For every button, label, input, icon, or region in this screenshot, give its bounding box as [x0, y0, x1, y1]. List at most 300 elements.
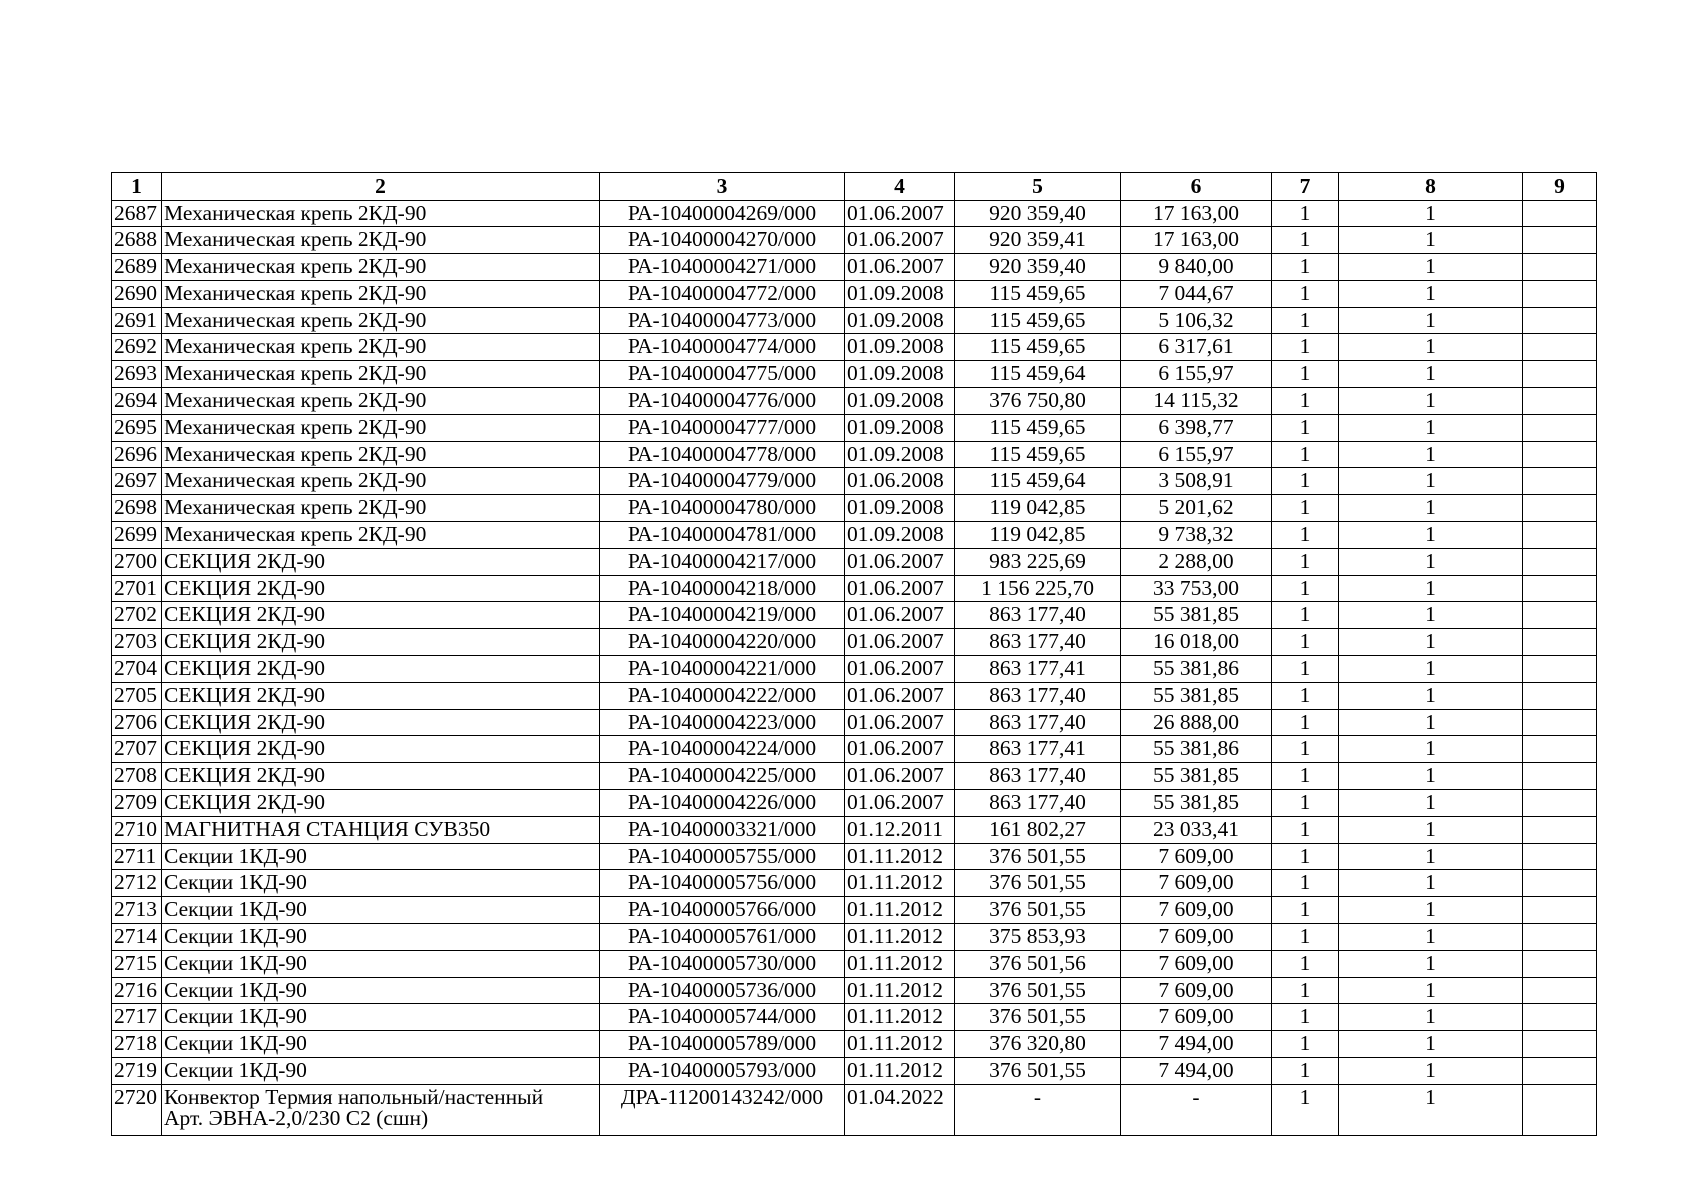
item-name-cell — [162, 1031, 600, 1058]
initial-value-cell: 376 750,80 — [955, 388, 1121, 415]
table-row — [112, 307, 1597, 334]
initial-value-cell: 863 177,41 — [955, 656, 1121, 683]
note-cell — [1523, 388, 1597, 415]
note-cell — [1523, 575, 1597, 602]
initial-value-cell: 863 177,40 — [955, 602, 1121, 629]
inventory-code-cell: РА-10400004220/000 — [600, 629, 845, 656]
column-header: 7 — [1272, 173, 1339, 201]
residual-value-cell: 6 317,61 — [1121, 334, 1272, 361]
item-name-cell — [162, 414, 600, 441]
quantity-cell: 1 — [1272, 709, 1339, 736]
residual-value-cell: 7 609,00 — [1121, 843, 1272, 870]
initial-value-cell: 983 225,69 — [955, 548, 1121, 575]
item-name-line: СЕКЦИЯ 2КД-90 — [164, 790, 325, 815]
note-cell — [1523, 1031, 1597, 1058]
date-cell: 01.09.2008 — [845, 334, 955, 361]
table-row — [112, 1084, 1597, 1135]
table-row — [112, 280, 1597, 307]
quantity-cell: 1 — [1339, 816, 1523, 843]
residual-value-cell: 55 381,86 — [1121, 656, 1272, 683]
initial-value-cell: 115 459,64 — [955, 361, 1121, 388]
item-name-cell — [162, 709, 600, 736]
initial-value-cell: 920 359,41 — [955, 227, 1121, 254]
item-name-cell — [162, 468, 600, 495]
item-name-line: Секции 1КД-90 — [164, 897, 307, 922]
initial-value-cell: 863 177,40 — [955, 763, 1121, 790]
residual-value-cell: 23 033,41 — [1121, 816, 1272, 843]
date-cell: 01.09.2008 — [845, 280, 955, 307]
quantity-cell: 1 — [1272, 1031, 1339, 1058]
item-name-line: Механическая крепь 2КД-90 — [164, 361, 427, 386]
inventory-code-cell: РА-10400005744/000 — [600, 1004, 845, 1031]
item-name-line: Механическая крепь 2КД-90 — [164, 522, 427, 547]
table-row — [112, 522, 1597, 549]
residual-value-cell: 7 609,00 — [1121, 924, 1272, 951]
item-name-line: Механическая крепь 2КД-90 — [164, 388, 427, 413]
date-cell: 01.06.2007 — [845, 709, 955, 736]
quantity-cell: 1 — [1339, 682, 1523, 709]
table-row — [112, 870, 1597, 897]
item-name-cell — [162, 522, 600, 549]
residual-value-cell: 9 840,00 — [1121, 254, 1272, 281]
date-cell: 01.06.2007 — [845, 763, 955, 790]
inventory-code-cell: РА-10400004780/000 — [600, 495, 845, 522]
quantity-cell: 1 — [1272, 307, 1339, 334]
residual-value-cell: 7 494,00 — [1121, 1058, 1272, 1085]
row-number-cell: 2696 — [112, 441, 162, 468]
quantity-cell: 1 — [1272, 602, 1339, 629]
inventory-code-cell: РА-10400005755/000 — [600, 843, 845, 870]
date-cell: 01.09.2008 — [845, 388, 955, 415]
table-row — [112, 200, 1597, 227]
residual-value-cell: 6 398,77 — [1121, 414, 1272, 441]
quantity-cell: 1 — [1339, 1031, 1523, 1058]
table-row — [112, 816, 1597, 843]
row-number-cell: 2719 — [112, 1058, 162, 1085]
initial-value-cell: 376 320,80 — [955, 1031, 1121, 1058]
table-row — [112, 602, 1597, 629]
item-name-line: Секции 1КД-90 — [164, 870, 307, 895]
item-name-cell — [162, 897, 600, 924]
date-cell: 01.11.2012 — [845, 977, 955, 1004]
initial-value-cell: 376 501,55 — [955, 977, 1121, 1004]
date-cell: 01.11.2012 — [845, 1004, 955, 1031]
quantity-cell: 1 — [1339, 924, 1523, 951]
table-row — [112, 388, 1597, 415]
residual-value-cell: 7 494,00 — [1121, 1031, 1272, 1058]
note-cell — [1523, 897, 1597, 924]
quantity-cell: 1 — [1339, 602, 1523, 629]
quantity-cell: 1 — [1272, 522, 1339, 549]
column-header: 6 — [1121, 173, 1272, 201]
initial-value-cell: 863 177,40 — [955, 682, 1121, 709]
initial-value-cell: 376 501,55 — [955, 843, 1121, 870]
row-number-cell: 2700 — [112, 548, 162, 575]
item-name-line: Механическая крепь 2КД-90 — [164, 468, 427, 493]
residual-value-cell: 7 609,00 — [1121, 950, 1272, 977]
date-cell: 01.09.2008 — [845, 495, 955, 522]
note-cell — [1523, 843, 1597, 870]
quantity-cell: 1 — [1272, 361, 1339, 388]
row-number-cell: 2713 — [112, 897, 162, 924]
date-cell: 01.06.2007 — [845, 790, 955, 817]
residual-value-cell: 17 163,00 — [1121, 200, 1272, 227]
row-number-cell: 2717 — [112, 1004, 162, 1031]
quantity-cell: 1 — [1272, 1004, 1339, 1031]
quantity-cell: 1 — [1272, 870, 1339, 897]
initial-value-cell: 115 459,65 — [955, 441, 1121, 468]
initial-value-cell: 115 459,65 — [955, 280, 1121, 307]
initial-value-cell: 863 177,40 — [955, 790, 1121, 817]
quantity-cell: 1 — [1272, 548, 1339, 575]
row-number-cell: 2695 — [112, 414, 162, 441]
row-number-cell: 2711 — [112, 843, 162, 870]
item-name-cell — [162, 656, 600, 683]
date-cell: 01.09.2008 — [845, 307, 955, 334]
row-number-cell: 2710 — [112, 816, 162, 843]
date-cell: 01.06.2007 — [845, 736, 955, 763]
item-name-line: СЕКЦИЯ 2КД-90 — [164, 763, 325, 788]
initial-value-cell: 376 501,55 — [955, 1004, 1121, 1031]
row-number-cell: 2688 — [112, 227, 162, 254]
residual-value-cell: 7 609,00 — [1121, 1004, 1272, 1031]
table-row — [112, 736, 1597, 763]
item-name-cell — [162, 1058, 600, 1085]
note-cell — [1523, 522, 1597, 549]
note-cell — [1523, 548, 1597, 575]
quantity-cell: 1 — [1339, 334, 1523, 361]
quantity-cell: 1 — [1272, 1058, 1339, 1085]
quantity-cell: 1 — [1272, 950, 1339, 977]
initial-value-cell: 863 177,41 — [955, 736, 1121, 763]
note-cell — [1523, 414, 1597, 441]
inventory-code-cell: РА-10400004269/000 — [600, 200, 845, 227]
inventory-code-cell: РА-10400004271/000 — [600, 254, 845, 281]
initial-value-cell: 115 459,65 — [955, 414, 1121, 441]
note-cell — [1523, 1004, 1597, 1031]
item-name-line: СЕКЦИЯ 2КД-90 — [164, 656, 325, 681]
note-cell — [1523, 334, 1597, 361]
note-cell — [1523, 709, 1597, 736]
column-header: 1 — [112, 173, 162, 201]
item-name-cell — [162, 388, 600, 415]
date-cell: 01.06.2007 — [845, 575, 955, 602]
table-row — [112, 897, 1597, 924]
row-number-cell: 2703 — [112, 629, 162, 656]
quantity-cell: 1 — [1339, 307, 1523, 334]
table-row — [112, 495, 1597, 522]
item-name-cell — [162, 950, 600, 977]
quantity-cell: 1 — [1339, 870, 1523, 897]
row-number-cell: 2689 — [112, 254, 162, 281]
quantity-cell: 1 — [1272, 441, 1339, 468]
quantity-cell: 1 — [1272, 736, 1339, 763]
initial-value-cell: 920 359,40 — [955, 254, 1121, 281]
inventory-code-cell: РА-10400005736/000 — [600, 977, 845, 1004]
table-row — [112, 468, 1597, 495]
quantity-cell: 1 — [1339, 763, 1523, 790]
row-number-cell: 2690 — [112, 280, 162, 307]
quantity-cell: 1 — [1339, 548, 1523, 575]
inventory-code-cell: РА-10400004775/000 — [600, 361, 845, 388]
table-row — [112, 950, 1597, 977]
item-name-cell — [162, 843, 600, 870]
row-number-cell: 2720 — [112, 1084, 162, 1135]
item-name-line: МАГНИТНАЯ СТАНЦИЯ СУВ350 — [164, 816, 491, 841]
table-row — [112, 682, 1597, 709]
quantity-cell: 1 — [1339, 1084, 1523, 1135]
residual-value-cell: 55 381,86 — [1121, 736, 1272, 763]
quantity-cell: 1 — [1272, 227, 1339, 254]
table-row — [112, 1058, 1597, 1085]
note-cell — [1523, 495, 1597, 522]
item-name-cell — [162, 361, 600, 388]
inventory-code-cell: РА-10400004773/000 — [600, 307, 845, 334]
initial-value-cell: 863 177,40 — [955, 629, 1121, 656]
residual-value-cell: 55 381,85 — [1121, 682, 1272, 709]
residual-value-cell: 33 753,00 — [1121, 575, 1272, 602]
date-cell: 01.11.2012 — [845, 1031, 955, 1058]
row-number-cell: 2698 — [112, 495, 162, 522]
date-cell: 01.12.2011 — [845, 816, 955, 843]
item-name-line: Секции 1КД-90 — [164, 1031, 307, 1056]
item-name-line: Механическая крепь 2КД-90 — [164, 227, 427, 252]
quantity-cell: 1 — [1339, 254, 1523, 281]
inventory-code-cell: РА-10400004777/000 — [600, 414, 845, 441]
inventory-code-cell: РА-10400004779/000 — [600, 468, 845, 495]
quantity-cell: 1 — [1339, 495, 1523, 522]
inventory-code-cell: РА-10400004223/000 — [600, 709, 845, 736]
item-name-cell — [162, 548, 600, 575]
item-name-cell — [162, 977, 600, 1004]
quantity-cell: 1 — [1272, 763, 1339, 790]
row-number-cell: 2693 — [112, 361, 162, 388]
initial-value-cell: 115 459,65 — [955, 334, 1121, 361]
table-row — [112, 414, 1597, 441]
quantity-cell: 1 — [1272, 468, 1339, 495]
quantity-cell: 1 — [1339, 736, 1523, 763]
item-name-line: СЕКЦИЯ 2КД-90 — [164, 575, 325, 600]
quantity-cell: 1 — [1339, 656, 1523, 683]
table-row — [112, 548, 1597, 575]
residual-value-cell: 7 609,00 — [1121, 897, 1272, 924]
header-row — [112, 173, 1597, 201]
residual-value-cell: 16 018,00 — [1121, 629, 1272, 656]
quantity-cell: 1 — [1339, 361, 1523, 388]
quantity-cell: 1 — [1272, 254, 1339, 281]
item-name-line: Арт. ЭВНА-2,0/230 С2 (сшн) — [164, 1106, 429, 1131]
date-cell: 01.09.2008 — [845, 441, 955, 468]
inventory-code-cell: РА-10400004222/000 — [600, 682, 845, 709]
inventory-code-cell: РА-10400004772/000 — [600, 280, 845, 307]
column-header: 5 — [955, 173, 1121, 201]
row-number-cell: 2718 — [112, 1031, 162, 1058]
row-number-cell: 2715 — [112, 950, 162, 977]
row-number-cell: 2697 — [112, 468, 162, 495]
note-cell — [1523, 1084, 1597, 1135]
document-page — [111, 172, 1597, 1136]
note-cell — [1523, 629, 1597, 656]
date-cell: 01.06.2007 — [845, 254, 955, 281]
column-header: 2 — [162, 173, 600, 201]
inventory-code-cell: РА-10400004226/000 — [600, 790, 845, 817]
item-name-line: Механическая крепь 2КД-90 — [164, 280, 427, 305]
quantity-cell: 1 — [1272, 843, 1339, 870]
item-name-line: Секции 1КД-90 — [164, 977, 307, 1002]
quantity-cell: 1 — [1272, 388, 1339, 415]
item-name-line: Секции 1КД-90 — [164, 1058, 307, 1082]
initial-value-cell: 376 501,55 — [955, 870, 1121, 897]
item-name-cell — [162, 334, 600, 361]
row-number-cell: 2708 — [112, 763, 162, 790]
initial-value-cell: 376 501,55 — [955, 1058, 1121, 1085]
quantity-cell: 1 — [1339, 414, 1523, 441]
note-cell — [1523, 200, 1597, 227]
inventory-code-cell: РА-10400004776/000 — [600, 388, 845, 415]
item-name-cell — [162, 307, 600, 334]
item-name-line: Механическая крепь 2КД-90 — [164, 495, 427, 520]
quantity-cell: 1 — [1339, 280, 1523, 307]
quantity-cell: 1 — [1272, 897, 1339, 924]
inventory-code-cell: РА-10400004224/000 — [600, 736, 845, 763]
residual-value-cell: 55 381,85 — [1121, 763, 1272, 790]
initial-value-cell: 920 359,40 — [955, 200, 1121, 227]
inventory-code-cell: РА-10400005789/000 — [600, 1031, 845, 1058]
date-cell: 01.11.2012 — [845, 870, 955, 897]
note-cell — [1523, 1058, 1597, 1085]
item-name-cell — [162, 575, 600, 602]
quantity-cell: 1 — [1272, 682, 1339, 709]
table-row — [112, 790, 1597, 817]
item-name-line: Секции 1КД-90 — [164, 950, 307, 975]
row-number-cell: 2705 — [112, 682, 162, 709]
row-number-cell: 2687 — [112, 200, 162, 227]
date-cell: 01.09.2008 — [845, 414, 955, 441]
item-name-cell — [162, 1004, 600, 1031]
date-cell: 01.09.2008 — [845, 361, 955, 388]
item-name-line: Механическая крепь 2КД-90 — [164, 441, 427, 466]
table-row — [112, 1004, 1597, 1031]
table-row — [112, 763, 1597, 790]
residual-value-cell: 7 609,00 — [1121, 977, 1272, 1004]
note-cell — [1523, 977, 1597, 1004]
quantity-cell: 1 — [1272, 816, 1339, 843]
residual-value-cell: 5 106,32 — [1121, 307, 1272, 334]
table-row — [112, 1031, 1597, 1058]
inventory-code-cell: РА-10400004225/000 — [600, 763, 845, 790]
row-number-cell: 2707 — [112, 736, 162, 763]
date-cell: 01.06.2007 — [845, 629, 955, 656]
row-number-cell: 2712 — [112, 870, 162, 897]
residual-value-cell: - — [1121, 1084, 1272, 1135]
residual-value-cell: 6 155,97 — [1121, 361, 1272, 388]
inventory-code-cell: РА-10400004774/000 — [600, 334, 845, 361]
date-cell: 01.06.2007 — [845, 602, 955, 629]
table-row — [112, 656, 1597, 683]
item-name-line: СЕКЦИЯ 2КД-90 — [164, 709, 325, 734]
date-cell: 01.06.2007 — [845, 548, 955, 575]
quantity-cell: 1 — [1339, 388, 1523, 415]
item-name-line: Механическая крепь 2КД-90 — [164, 414, 427, 439]
row-number-cell: 2709 — [112, 790, 162, 817]
quantity-cell: 1 — [1339, 522, 1523, 549]
note-cell — [1523, 602, 1597, 629]
item-name-cell — [162, 870, 600, 897]
date-cell: 01.06.2008 — [845, 468, 955, 495]
note-cell — [1523, 870, 1597, 897]
initial-value-cell: 119 042,85 — [955, 522, 1121, 549]
initial-value-cell: 1 156 225,70 — [955, 575, 1121, 602]
date-cell: 01.06.2007 — [845, 227, 955, 254]
table-row — [112, 843, 1597, 870]
note-cell — [1523, 468, 1597, 495]
note-cell — [1523, 254, 1597, 281]
item-name-line: Секции 1КД-90 — [164, 843, 307, 868]
inventory-code-cell: РА-10400004270/000 — [600, 227, 845, 254]
residual-value-cell: 2 288,00 — [1121, 548, 1272, 575]
inventory-code-cell: РА-10400003321/000 — [600, 816, 845, 843]
quantity-cell: 1 — [1339, 1058, 1523, 1085]
column-header: 9 — [1523, 173, 1597, 201]
date-cell: 01.09.2008 — [845, 522, 955, 549]
quantity-cell: 1 — [1339, 200, 1523, 227]
initial-value-cell: 863 177,40 — [955, 709, 1121, 736]
quantity-cell: 1 — [1339, 468, 1523, 495]
note-cell — [1523, 763, 1597, 790]
item-name-cell — [162, 254, 600, 281]
date-cell: 01.11.2012 — [845, 897, 955, 924]
date-cell: 01.06.2007 — [845, 656, 955, 683]
quantity-cell: 1 — [1339, 629, 1523, 656]
item-name-line: СЕКЦИЯ 2КД-90 — [164, 548, 325, 573]
item-name-line: Механическая крепь 2КД-90 — [164, 334, 427, 359]
item-name-cell — [162, 682, 600, 709]
item-name-line: СЕКЦИЯ 2КД-90 — [164, 602, 325, 627]
note-cell — [1523, 736, 1597, 763]
residual-value-cell: 55 381,85 — [1121, 790, 1272, 817]
row-number-cell: 2692 — [112, 334, 162, 361]
note-cell — [1523, 656, 1597, 683]
note-cell — [1523, 924, 1597, 951]
row-number-cell: 2714 — [112, 924, 162, 951]
inventory-code-cell: РА-10400004781/000 — [600, 522, 845, 549]
quantity-cell: 1 — [1272, 200, 1339, 227]
date-cell: 01.11.2012 — [845, 924, 955, 951]
item-name-cell — [162, 763, 600, 790]
item-name-line: Механическая крепь 2КД-90 — [164, 254, 427, 279]
quantity-cell: 1 — [1272, 977, 1339, 1004]
date-cell: 01.06.2007 — [845, 682, 955, 709]
initial-value-cell: 376 501,56 — [955, 950, 1121, 977]
table-row — [112, 977, 1597, 1004]
item-name-cell — [162, 280, 600, 307]
item-name-cell — [162, 227, 600, 254]
item-name-cell — [162, 736, 600, 763]
row-number-cell: 2691 — [112, 307, 162, 334]
inventory-code-cell: РА-10400004221/000 — [600, 656, 845, 683]
item-name-cell — [162, 495, 600, 522]
table-row — [112, 441, 1597, 468]
item-name-line: Секции 1КД-90 — [164, 924, 307, 949]
residual-value-cell: 14 115,32 — [1121, 388, 1272, 415]
initial-value-cell: 115 459,65 — [955, 307, 1121, 334]
item-name-cell — [162, 200, 600, 227]
quantity-cell: 1 — [1339, 441, 1523, 468]
note-cell — [1523, 950, 1597, 977]
item-name-line: СЕКЦИЯ 2КД-90 — [164, 629, 325, 654]
inventory-code-cell: РА-10400004219/000 — [600, 602, 845, 629]
table-body — [112, 200, 1597, 1135]
